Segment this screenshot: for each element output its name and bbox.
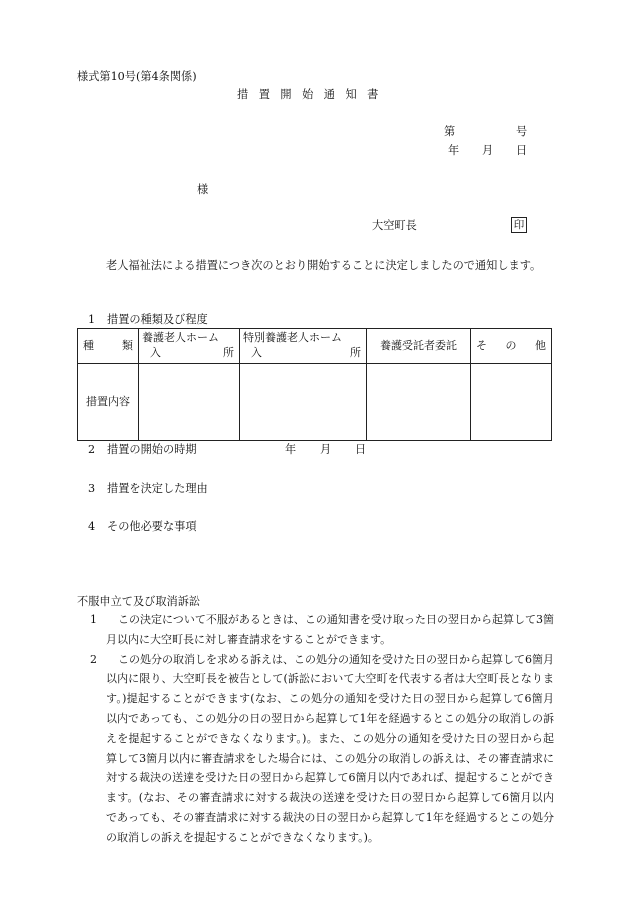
intro-text: 老人福祉法による措置につき次のとおり開始することに決定しましたので通知します。 (106, 259, 542, 272)
section1-title: 措置の種類及び程度 (107, 313, 208, 326)
seal-box: 印 (511, 217, 527, 233)
sender-name: 大空町長 (372, 219, 417, 232)
header-cell (367, 329, 471, 364)
section3-number: 3 (88, 482, 96, 495)
appeal-title: 不服申立て及び取消訴訟 (77, 595, 201, 608)
number-prefix: 第 (444, 125, 456, 138)
section4-title: その他必要な事項 (107, 520, 197, 533)
empty-cell (367, 364, 471, 441)
empty-cell (240, 364, 367, 441)
table-content-row (78, 364, 552, 441)
appeal-item-number: 1 (90, 613, 97, 626)
section2-month: 月 (320, 443, 332, 456)
date-day: 日 (516, 144, 528, 157)
appeal-item-text: この決定について不服があるときは、この通知書を受け取った日の翌日から起算して3箇月以内に大空町長に対し審査請求をすることができます。 (106, 613, 554, 646)
addressee-suffix: 様 (197, 183, 209, 196)
measures-table (77, 328, 552, 441)
section2-title: 措置の開始の時期 (107, 443, 197, 456)
table-header-row (78, 329, 552, 364)
appeal-item-text: この処分の取消しを求める訴えは、この処分の通知を受けた日の翌日から起算して6箇月以内に限り、大空町長を被告として(訴訟において大空町を代表する者は大空町長となります。)提起することができます(なお、この処分の通知を受けた日の翌日から起算して6箇月以内であっても、この処分の日の翌日から起算して1年を経過するとこの処分の取消しの訴えを提起することができなくなります。)。また、この処分の通知を受けた日の翌日から起算して3箇月以内に審査請求をした場合には、この処分の取消しの訴えは、その審査請求に対する裁決の送達を受けた日の翌日から起算して6箇月以内であれば、提起することができます。(なお、その審査請求に対する裁決の送達を受けた日の翌日から起算して6箇月以内であっても、その審査請求に対する裁決の日の翌日から起算して1年を経過するとこの処分の取消しの訴えを提起することができなくなります。)。 (106, 652, 554, 844)
corner-label: 種類 (83, 339, 133, 353)
form-label: 様式第10号(第4条関係) (77, 70, 197, 83)
appeal-item (84, 650, 554, 848)
empty-cell (139, 364, 240, 441)
date-year: 年 (448, 144, 460, 157)
appeal-item (84, 610, 554, 650)
number-suffix: 号 (516, 125, 528, 138)
header-label: 養護受託者委託 (380, 339, 457, 353)
section1-number: 1 (88, 313, 96, 326)
header-label: その他 (476, 339, 546, 353)
row-label: 措置内容 (86, 395, 130, 409)
header-cell (139, 329, 240, 364)
header-line2: 入所 (251, 346, 361, 359)
header-line2: 入所 (150, 346, 234, 359)
empty-cell (471, 364, 552, 441)
header-line1: 特別養護老人ホーム (243, 331, 342, 345)
header-line1: 養護老人ホーム (142, 331, 219, 345)
section4-number: 4 (88, 520, 96, 533)
header-cell (471, 329, 552, 364)
section2-day: 日 (355, 443, 367, 456)
header-cell (240, 329, 367, 364)
date-month: 月 (482, 144, 494, 157)
corner-cell (78, 329, 139, 364)
section2-number: 2 (88, 443, 96, 456)
section3-title: 措置を決定した理由 (107, 482, 208, 495)
appeal-item-number: 2 (90, 652, 97, 666)
document-title: 措置開始通知書 (237, 88, 389, 101)
appeal-notes (84, 610, 554, 848)
row-label-cell (78, 364, 139, 441)
section2-year: 年 (285, 443, 297, 456)
